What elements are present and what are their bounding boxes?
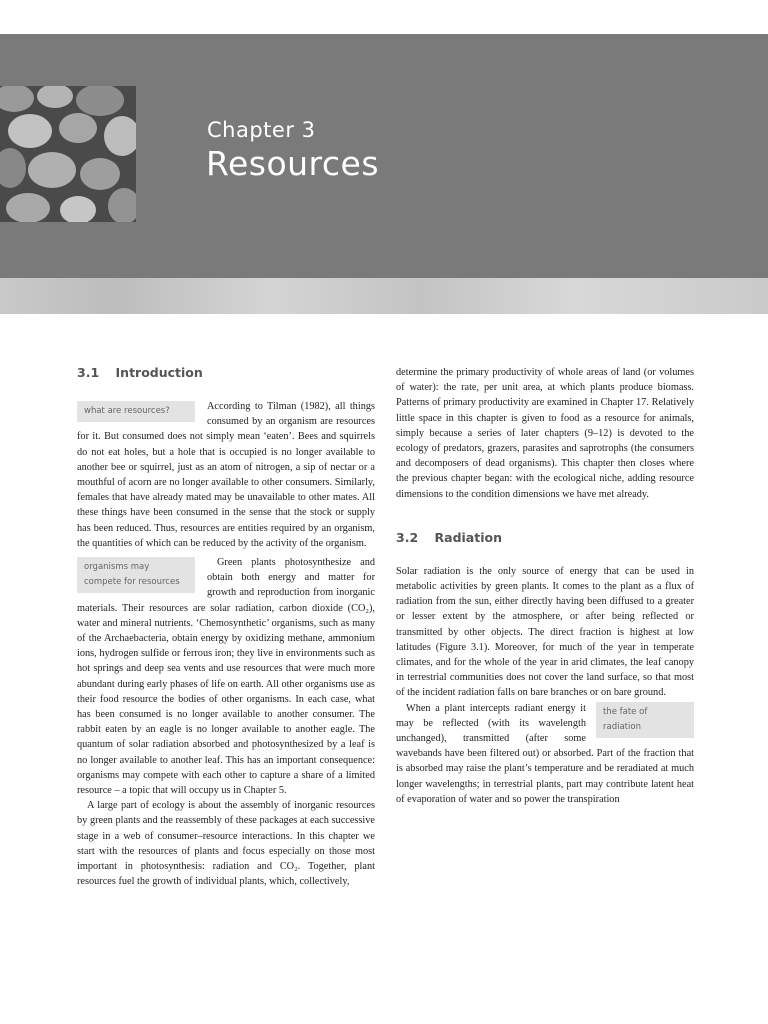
margin-note-what-are-resources: what are resources? <box>77 401 195 422</box>
page-top-margin <box>0 0 768 34</box>
pebbles-image-icon <box>0 86 136 222</box>
banner-texture-strip <box>0 278 768 314</box>
section-title: Introduction <box>115 365 203 380</box>
right-column <box>396 365 694 807</box>
margin-note-organisms-compete: organisms may compete for resources <box>77 557 195 593</box>
section-heading-introduction <box>77 365 375 381</box>
chapter-title: Resources <box>206 144 380 183</box>
intro-paragraph-3: A large part of ecology is about the assembly of inorganic resources by green plants and the reassembly of these packages at each successive stage in a web of consumer–resource interactions. In this chapter we start with the resources of plants and focus especially on those most important in photosynthesis: radiation and CO₂. Together, plant resources fuel the growth of individual plants, which, collectively, <box>77 800 375 888</box>
section-number: 3.2 <box>396 529 419 545</box>
chapter-photo <box>0 86 136 222</box>
radiation-paragraph-2: When a plant intercepts radiant energy it may be reflected (with its wavelength unchanged), transmitted (after some wavebands have been filtered out) or absorbed. Part of the fraction that is absorbed may raise the plant’s temperature and be reradiated at much longer wavelengths; in terrestrial plants, part may contribute latent heat of evaporation of water and so power the transpiration <box>396 702 694 805</box>
margin-note-fate-of-radiation: the fate of radiation <box>596 702 694 738</box>
intro-paragraph-1: According to Tilman (1982), all things consumed by an organism are resources for it. But consumed does not simply mean ‘eaten’. Bees and squirrels do not eat holes, but a hole that is occupied is no longer available to another bee or squirrel, just as an atom of nitrogen, a sip of nectar or a mouthful of acorn are no longer available to other consumers. Similarly, females that have already mated may be unavailable to other mates. All these things have been consumed in the sense that the stock or supply has been reduced. Thus, resources are entities required by an organism, the quantities of which can be reduced by the activity of the organism. <box>77 401 375 549</box>
chapter-number: Chapter 3 <box>207 118 316 142</box>
left-column <box>77 365 375 890</box>
section-heading-radiation <box>396 530 694 546</box>
section-title: Radiation <box>434 529 502 545</box>
intro-paragraph-3-continued: determine the primary productivity of whole areas of land (or volumes of water): the rate, per unit area, at which plants produce biomass. Patterns of primary productivity are examined in Chapter 17. Relatively little space in this chapter is given to food as a resource for animals, simply because a series of later chapters (9–12) is devoted to the ecology of predators, grazers, parasites and saprotrophs (the consumers and decomposers of dead organisms). This chapter then closes where the previous chapter began: with the ecological niche, adding resource dimensions to the condition dimensions we have met already. <box>396 367 694 500</box>
intro-paragraph-2: Green plants photosynthesize and obtain both energy and matter for growth and reproduction from inorganic materials. Their resources are solar radiation, carbon dioxide (CO₂), water and mineral nutrients. ‘Chemosynthetic’ organisms, such as many of the Archaebacteria, obtain energy by oxidizing methane, ammonium ions, hydrogen sulfide or ferrous iron; they live in environments such as hot springs and deep sea vents and use resources that were much more abundant during early phases of life on earth. All other organisms use as their food resource the bodies of other organisms. In each case, what has been consumed is no longer available to another consumer. The rabbit eaten by an eagle is no longer available to another eagle. The quantum of solar radiation absorbed and photosynthesized by a leaf is no longer available to another leaf. This has an important consequence: organisms may compete with each other to capture a share of a limited resource – a topic that will occupy us in Chapter 5. <box>77 557 375 797</box>
radiation-paragraph-1: Solar radiation is the only source of energy that can be used in metabolic activities by green plants. It comes to the plant as a flux of radiation from the sun, either directly having been diffused to a greater or lesser extent by the atmosphere, or after being reflected or transmitted by other objects. The direct fraction is highest at low latitudes (Figure 3.1). Moreover, for much of the year in temperate climates, and for the whole of the year in arid climates, the leaf canopy in terrestrial communities does not cover the land surface, so that most of the incident radiation falls on bare branches or on bare ground. <box>396 565 694 699</box>
section-number: 3.1 <box>77 365 100 380</box>
